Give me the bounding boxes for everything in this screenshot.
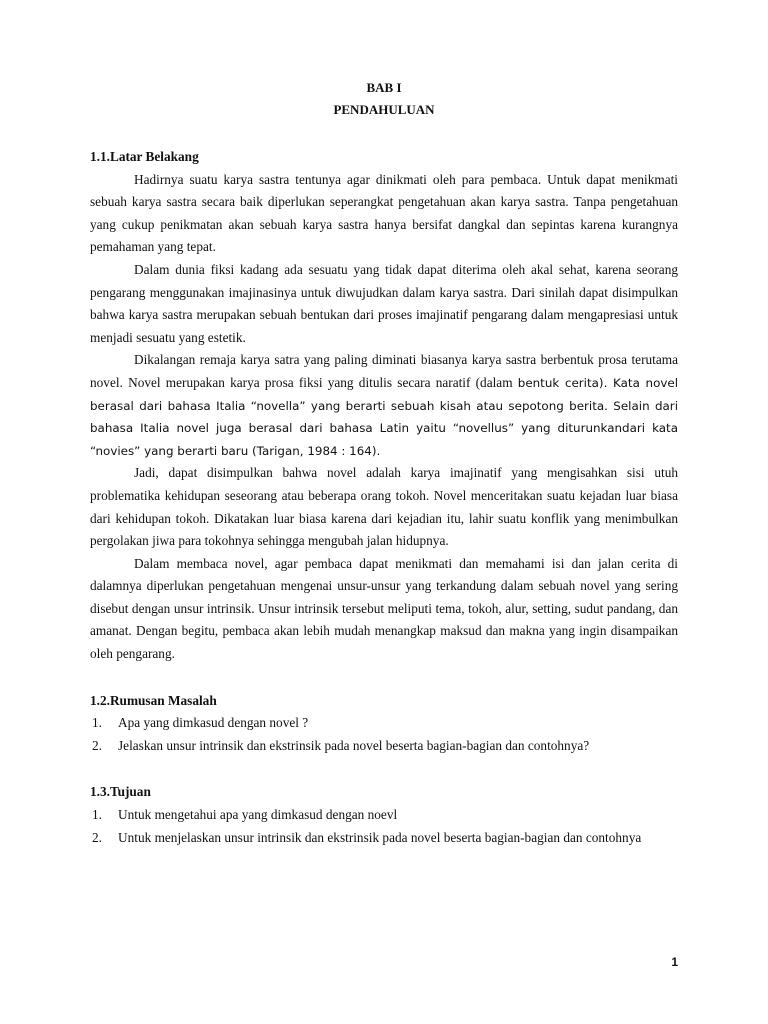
list-item xyxy=(90,712,678,735)
chapter-title: PENDAHULUAN xyxy=(333,102,435,117)
paragraph-4: Jadi, dapat disimpulkan bahwa novel adalah karya imajinatif yang mengisahkan sisi utuh problematika kehidupan seseorang atau beberapa orang tokoh. Novel menceritakan suatu kejadan luar biasa dari kehidupan tokoh. Dikatakan luar biasa karena dari kejadian itu, lahir suatu konflik yang menimbulkan pergolakan jiwa para tokohnya sehingga mengubah jalan hidupnya. xyxy=(90,465,678,549)
paragraph-5: Dalam membaca novel, agar pembaca dapat menikmati dan memahami isi dan jalan cerita di dalamnya diperlukan pengetahuan mengenai unsur-unsur yang terkandung dalam sebuah novel yang sering disebut dengan unsur intrinsik. Unsur intrinsik tersebut meliputi tema, tokoh, alur, setting, sudut pandang, dan amanat. Dengan begitu, pembaca akan lebih mudah menangkap maksud dan makna yang ingin disampaikan oleh pengarang. xyxy=(90,555,678,662)
list-item-text: Untuk mengetahui apa yang dimkasud dengan noevl xyxy=(118,807,398,823)
chapter-number: BAB I xyxy=(366,80,402,95)
rumusan-masalah-list xyxy=(90,712,678,757)
section-heading-latar-belakang: 1.1.Latar Belakang xyxy=(90,149,199,164)
list-item xyxy=(90,735,678,758)
list-item-text: Jelaskan unsur intrinsik dan ekstrinsik pada novel beserta bagian-bagian dan contohnya? xyxy=(118,737,590,753)
paragraph-3-part-a: Dikalangan remaja karya satra yang paling diminati biasanya karya sastra berbentuk prosa terutama novel. Novel merupakan karya prosa fiksi yang ditulis secara naratif (dalam xyxy=(90,352,678,390)
list-item-text: Untuk menjelaskan unsur intrinsik dan ekstrinsik pada novel beserta bagian-bagian dan contohnya xyxy=(118,829,642,845)
page-content xyxy=(90,78,678,849)
list-item-number: 2. xyxy=(92,829,102,845)
paragraph-2: Dalam dunia fiksi kadang ada sesuatu yang tidak dapat diterima oleh akal sehat, karena seorang pengarang menggunakan imajinasinya untuk diwujudkan dalam karya sastra. Dari sinilah dapat disimpulkan bahwa karya sastra merupakan sebuah bentukan dari proses imajinatif pengarang dalam mengapresiasi untuk menjadi sesuatu yang estetik. xyxy=(90,261,678,345)
list-item xyxy=(90,804,678,827)
page-number: 1 xyxy=(671,955,678,969)
paragraph-1: Hadirnya suatu karya sastra tentunya agar dinikmati oleh para pembaca. Untuk dapat menikmati sebuah karya sastra secara baik diperlukan seperangkat pengetahuan akan karya sastra. Tanpa pengetahuan yang cukup penikmatan akan sebuah karya sastra hanya bersifat dangkal dan sepintas karena kurangnya pemahaman yang tepat. xyxy=(90,171,678,255)
section-heading-rumusan-masalah: 1.2.Rumusan Masalah xyxy=(90,692,217,708)
section-heading-tujuan: 1.3.Tujuan xyxy=(90,784,151,800)
list-item xyxy=(90,827,678,850)
list-item-number: 1. xyxy=(92,715,102,731)
list-item-number: 1. xyxy=(92,807,102,823)
paragraph-3 xyxy=(90,349,678,462)
list-item-text: Apa yang dimkasud dengan novel ? xyxy=(118,715,309,731)
list-item-number: 2. xyxy=(92,737,102,753)
tujuan-list xyxy=(90,804,678,849)
paragraph-3-part-b: bentuk cerita). Kata novel berasal dari bahasa Italia “novella” yang berarti sebuah kisah atau sepotong berita. Selain dari bahasa Italia novel juga berasal dari bahasa Latin yaitu “novellus” yang diturunkandari kata “novies” yang berarti baru (Tarigan, 1984 : 164). xyxy=(90,375,679,458)
